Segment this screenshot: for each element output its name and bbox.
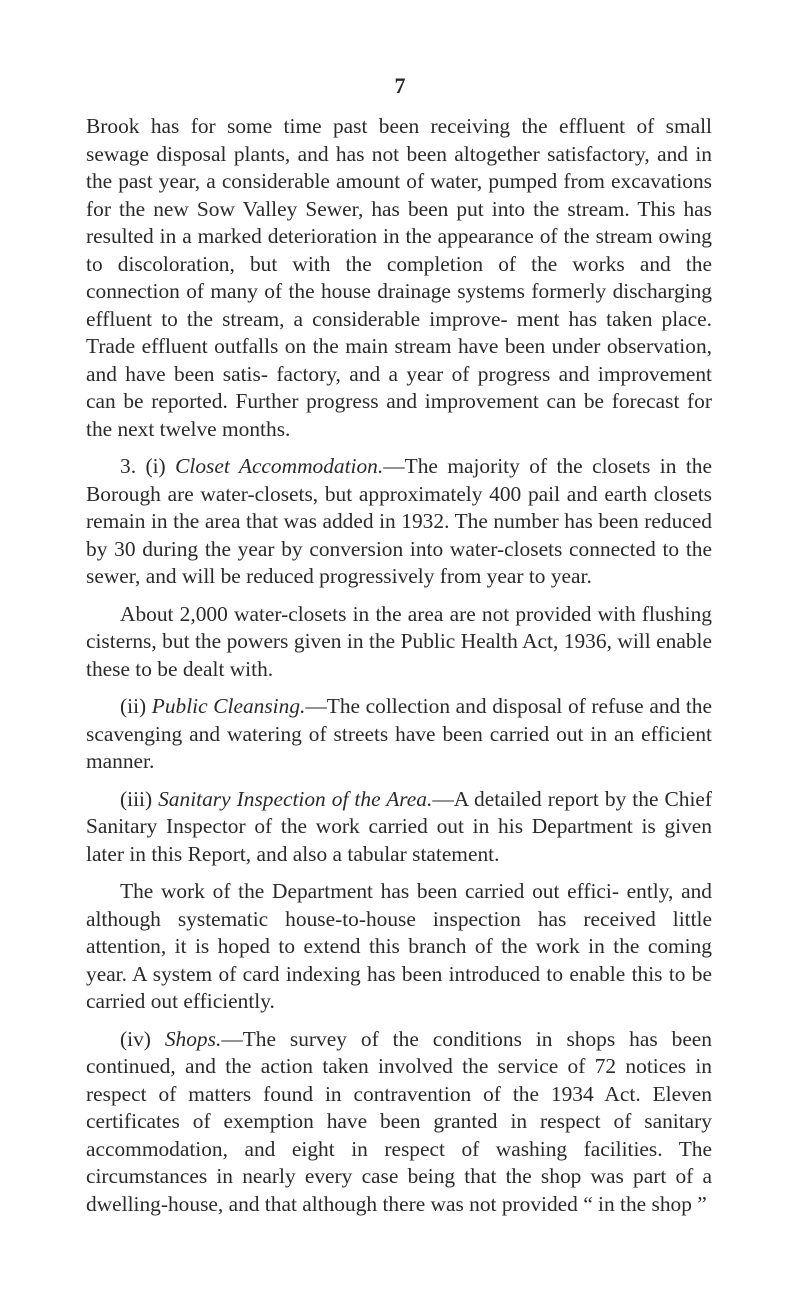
section-heading-public-cleansing: Public Cleansing. xyxy=(151,694,306,718)
section-body: —The majority of the closets in the Borough are water-closets, but approximately 400 pail and earth closets remain in the area that was added in 1932. The number has been reduced by 30 during the year by conversion into water-closets connected to the sewer, and will be reduced progressively from year to year. xyxy=(86,454,712,588)
paragraph-department-work: The work of the Department has been carried out effici- ently, and although systematic house-to-house inspection has received little attention, it is hoped to extend this branch of the work in the coming year. A system of card indexing has been introduced to enable this to be carried out efficiently. xyxy=(86,879,712,1013)
page-number: 7 xyxy=(394,73,406,98)
section-number: 3. (i) xyxy=(120,454,176,478)
section-number: (iv) xyxy=(120,1026,165,1051)
paragraph-public-cleansing xyxy=(86,693,712,776)
section-heading-shops: Shops. xyxy=(164,1026,222,1051)
section-body: —A detailed report by the Chief Sanitary Inspector of the work carried out in his Department is given later in this Report, and also a tabular statement. xyxy=(86,786,712,866)
section-number: (iii) xyxy=(120,786,159,811)
section-body: —The survey of the conditions in shops has been continued, and the action taken involved the service of 72 notices in respect of matters found in contravention of the 1934 Act. Eleven certificates of exemption have been granted in respect of sanitary accommodation, and eight in respect of washing facilities. The circumstances in nearly every case being that the shop was part of a dwelling-house, and that although there was not provided “ in the shop ” xyxy=(86,1026,712,1216)
section-heading-sanitary-inspection: Sanitary Inspection of the Area. xyxy=(158,786,433,811)
paragraph-brook: Brook has for some time past been receiving the effluent of small sewage disposal plants, and has not been altogether satisfactory, and in the past year, a considerable amount of water, pumped from excavations for the new Sow Valley Sewer, has been put into the stream. This has resulted in a marked deterioration in the appearance of the stream owing to discoloration, but with the completion of the works and the connection of many of the house drainage systems formerly discharging effluent to the stream, a considerable improve- ment has taken place. Trade effluent outfalls on the main stream have been under observation, and have been satis- factory, and a year of progress and improvement can be reported. Further progress and improvement can be forecast for the next twelve months. xyxy=(86,114,712,441)
body-text xyxy=(86,113,712,1228)
paragraph-shops xyxy=(86,1026,712,1219)
section-heading-closet-accommodation: Closet Accommodation. xyxy=(175,454,384,478)
section-body: —The collection and disposal of refuse and the scavenging and watering of streets have been carried out in an efficient manner. xyxy=(86,694,712,773)
section-number: (ii) xyxy=(120,694,152,718)
paragraph-sanitary-inspection xyxy=(86,786,712,869)
paragraph-closet-accommodation xyxy=(86,453,712,591)
paragraph-flushing-cisterns: About 2,000 water-closets in the area are not provided with flushing cisterns, but the powers given in the Public Health Act, 1936, will enable these to be dealt with. xyxy=(86,601,712,681)
